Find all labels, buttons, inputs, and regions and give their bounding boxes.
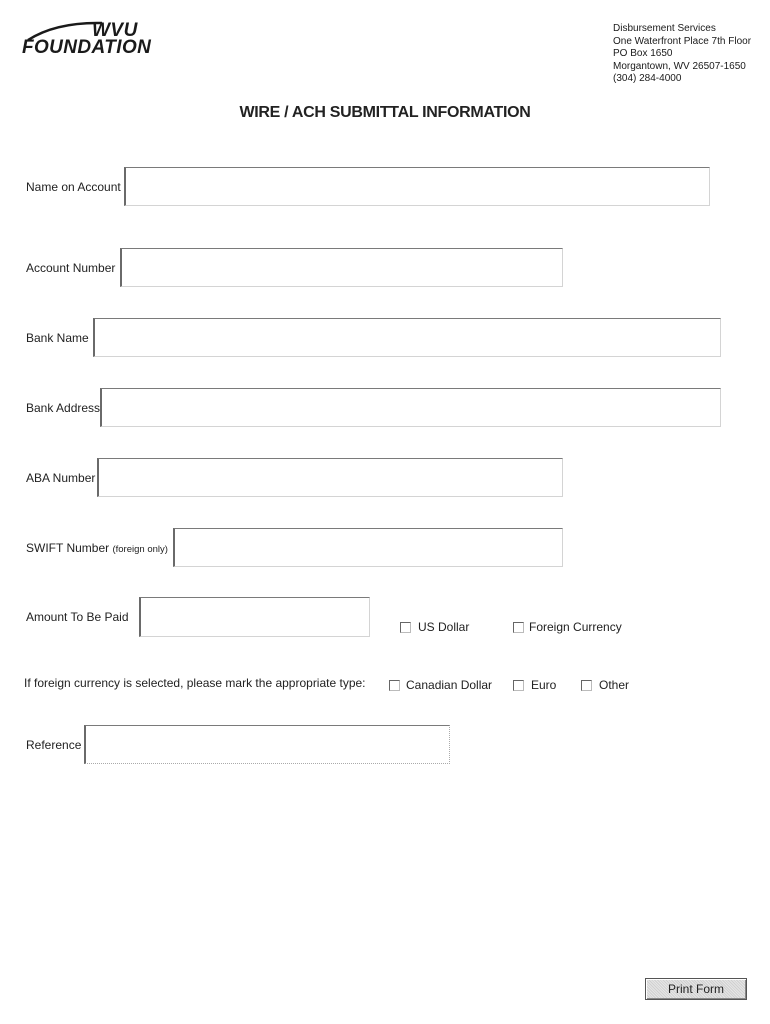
swift-number-input[interactable] [173,528,563,567]
account-number-input[interactable] [120,248,563,287]
euro-checkbox[interactable] [513,680,524,691]
canadian-dollar-checkbox[interactable] [389,680,400,691]
address-line: One Waterfront Place 7th Floor [613,35,752,47]
canadian-dollar-label: Canadian Dollar [406,678,493,692]
name-on-account-label: Name on Account [26,180,121,194]
form-title: WIRE / ACH SUBMITTAL INFORMATION [239,104,531,121]
name-on-account-input[interactable] [124,167,710,206]
logo-wvu-text: WVU [92,20,138,41]
swift-number-label [26,541,168,555]
aba-number-label: ABA Number [26,471,96,485]
us-dollar-label: US Dollar [418,620,470,634]
other-checkbox[interactable] [581,680,592,691]
address-line: (304) 284-4000 [613,73,682,85]
logo-foundation-text: FOUNDATION [22,37,152,58]
euro-label: Euro [531,678,557,692]
bank-address-input[interactable] [100,388,721,427]
foreign-type-prompt: If foreign currency is selected, please mark the appropriate type: [24,676,366,690]
address-line: Disbursement Services [613,23,716,34]
wvu-foundation-logo [22,20,152,64]
address-block [613,23,751,86]
foreign-currency-label: Foreign Currency [529,620,622,634]
bank-address-label: Bank Address [26,401,101,415]
amount-label: Amount To Be Paid [26,610,129,624]
print-form-button[interactable]: Print Form [645,978,747,1000]
aba-number-input[interactable] [97,458,563,497]
bank-name-input[interactable] [93,318,721,357]
reference-label: Reference [26,738,82,752]
address-line: PO Box 1650 [613,48,673,60]
us-dollar-checkbox[interactable] [400,622,411,633]
other-label: Other [599,678,630,692]
amount-input[interactable] [139,597,370,637]
bank-name-label: Bank Name [26,331,89,345]
account-number-label: Account Number [26,261,116,275]
foreign-currency-checkbox[interactable] [513,622,524,633]
address-line: Morgantown, WV 26507-1650 [613,60,746,72]
swift-number-note: (foreign only) [112,544,168,555]
swift-number-label-text: SWIFT Number [26,541,110,555]
reference-input[interactable] [84,725,450,764]
